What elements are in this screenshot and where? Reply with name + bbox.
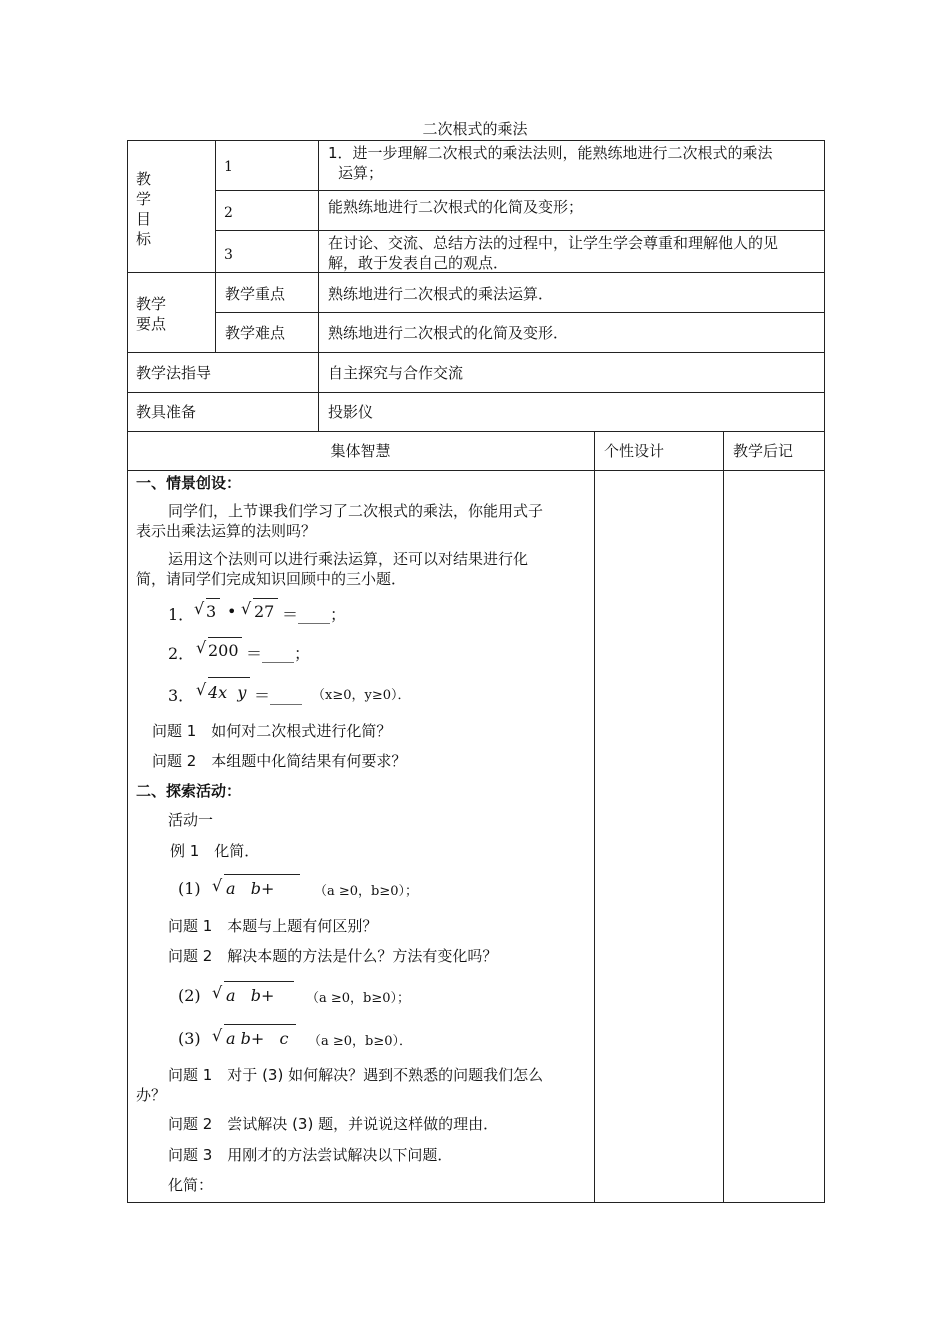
paragraph-1b: 表示出乘法运算的法则吗？ xyxy=(136,522,317,540)
objective-text-2: 能熟练地进行二次根式的化简及变形； xyxy=(328,198,584,216)
method-text: 自主探究与合作交流 xyxy=(328,364,464,382)
equipment-text: 投影仪 xyxy=(328,403,374,421)
example-1-label: 例 1 化简． xyxy=(170,842,260,860)
keypoints-label-1: 教学 xyxy=(136,295,167,313)
question-2: 问题 2 本组题中化简结果有何要求？ xyxy=(152,752,407,770)
question-4: 问题 2 解决本题的方法是什么？方法有变化吗？ xyxy=(168,947,498,965)
activity-1-label: 活动一 xyxy=(168,811,214,829)
section-1-heading: 一、情景创设： xyxy=(136,474,242,492)
page-title: 二次根式的乘法 xyxy=(422,120,528,138)
objective-num-2: 2 xyxy=(224,205,233,221)
paragraph-2b: 简，请同学们完成知识回顾中的三小题． xyxy=(136,570,407,588)
objective-text-3b: 解，敢于发表自己的观点． xyxy=(328,254,509,272)
section-2-heading: 二、探索活动： xyxy=(136,782,242,800)
question-1: 问题 1 如何对二次根式进行化简？ xyxy=(152,722,392,740)
column-personal-header: 个性设计 xyxy=(604,442,665,460)
paragraph-1: 同学们，上节课我们学习了二次根式的乘法，你能用式子 xyxy=(168,502,544,520)
method-label: 教学法指导 xyxy=(136,364,212,382)
keypoints-label-2: 要点 xyxy=(136,315,167,333)
equipment-label: 教具准备 xyxy=(136,403,197,421)
simplify-label: 化简： xyxy=(168,1176,214,1194)
objective-num-1: 1 xyxy=(224,159,233,175)
objective-text-3: 在讨论、交流、总结方法的过程中，让学生学会尊重和理解他人的见 xyxy=(328,234,779,252)
column-notes-header: 教学后记 xyxy=(733,442,794,460)
question-6: 问题 2 尝试解决 (3) 题，并说说这样做的理由． xyxy=(168,1115,499,1133)
key-focus-text: 熟练地进行二次根式的乘法运算． xyxy=(328,285,554,303)
key-difficulty-text: 熟练地进行二次根式的化简及变形． xyxy=(328,324,569,342)
key-focus-label: 教学重点 xyxy=(225,285,286,303)
question-3: 问题 1 本题与上题有何区别？ xyxy=(168,917,378,935)
question-5: 问题 1 对于 (3) 如何解决？遇到不熟悉的问题我们怎么 xyxy=(168,1066,544,1084)
question-7: 问题 3 用刚才的方法尝试解决以下问题． xyxy=(168,1146,453,1164)
objective-num-3: 3 xyxy=(224,247,233,263)
key-difficulty-label: 教学难点 xyxy=(225,324,286,342)
objective-text-1: 1．进一步理解二次根式的乘法法则，能熟练地进行二次根式的乘法 xyxy=(328,144,773,162)
question-5b: 办？ xyxy=(136,1086,167,1104)
column-main-header: 集体智慧 xyxy=(330,442,391,460)
paragraph-2: 运用这个法则可以进行乘法运算，还可以对结果进行化 xyxy=(168,550,529,568)
objective-text-1b: 运算； xyxy=(338,164,384,182)
